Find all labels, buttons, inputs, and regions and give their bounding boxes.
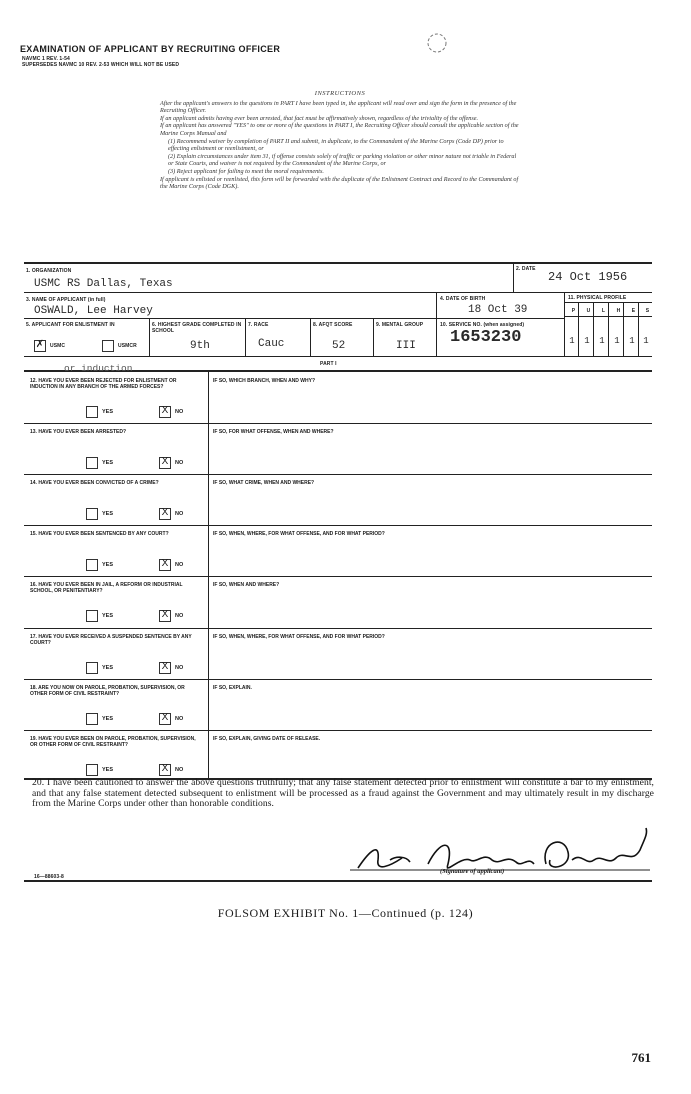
profile-letter-l: L [601, 308, 606, 314]
if-so-prompt: IF SO, EXPLAIN, GIVING DATE OF RELEASE. [213, 736, 321, 742]
no-checkmark: X [161, 456, 169, 467]
no-checkbox[interactable] [159, 406, 171, 418]
no-checkbox[interactable] [159, 610, 171, 622]
yes-checkbox[interactable] [86, 508, 98, 520]
instruction-paragraph: If an applicant has answered "YES" to one or more of the questions in PART I, the Recruiting Officer should consult the applicable section of the Marine Corps Manual and [160, 122, 519, 137]
if-so-prompt: IF SO, WHEN, WHERE, FOR WHAT OFFENSE, AND FOR WHAT PERIOD? [213, 531, 385, 537]
part-label: PART I [320, 361, 337, 367]
profile-value-p[interactable]: 1 [569, 336, 575, 346]
service-no-value[interactable]: 1653230 [450, 328, 522, 347]
no-label: NO [175, 716, 184, 722]
afqt-label: 8. AFQT SCORE [313, 322, 353, 328]
question-text: 13. HAVE YOU EVER BEEN ARRESTED? [30, 429, 127, 435]
no-label: NO [175, 767, 184, 773]
service-no-label: 10. SERVICE NO. (when assigned) [440, 322, 525, 328]
afqt-value[interactable]: 52 [332, 340, 346, 352]
instructions-title: INSTRUCTIONS [314, 90, 366, 97]
yes-label: YES [102, 511, 114, 517]
form-title: EXAMINATION OF APPLICANT BY RECRUITING OFFICER [20, 44, 281, 54]
no-checkbox[interactable] [159, 508, 171, 520]
profile-value-l[interactable]: 1 [599, 336, 605, 346]
physical-profile-label: 11. PHYSICAL PROFILE [568, 295, 627, 301]
no-label: NO [175, 562, 184, 568]
organization-label: 1. ORGANIZATION [26, 268, 72, 274]
question-text: 19. HAVE YOU EVER BEEN ON PAROLE, PROBATION, SUPERVISION, OR OTHER FORM OF CIVIL RESTRAINT? [30, 736, 196, 748]
profile-letter-p: P [571, 308, 576, 314]
no-checkmark: X [161, 763, 169, 774]
name-label: 3. NAME OF APPLICANT (in full) [26, 297, 106, 303]
profile-letter-e: E [631, 308, 636, 314]
question-text: 12. HAVE YOU EVER BEEN REJECTED FOR ENLISTMENT OR INDUCTION IN ANY BRANCH OF THE ARMED FORCES? [30, 378, 177, 390]
date-value[interactable]: 24 Oct 1956 [548, 270, 628, 284]
question-text: 17. HAVE YOU EVER RECEIVED A SUSPENDED SENTENCE BY ANY COURT? [30, 634, 192, 646]
yes-label: YES [102, 665, 114, 671]
yes-checkbox[interactable] [86, 559, 98, 571]
instruction-paragraph: If an applicant admits having ever been arrested, that fact must be affirmatively shown, regardless of the triviality of the offense. [160, 114, 479, 122]
yes-checkbox[interactable] [86, 662, 98, 674]
yes-label: YES [102, 409, 114, 415]
race-label: 7. RACE [248, 322, 269, 328]
profile-letter-u: U [586, 308, 591, 314]
if-so-prompt: IF SO, WHEN AND WHERE? [213, 582, 280, 588]
no-checkbox[interactable] [159, 559, 171, 571]
instruction-paragraph: (1) Recommend waiver by completion of PART II and submit, in duplicate, to the Commandant of the Marine Corps (Code DP) prior to effecting enlistment or reenlistment, or [168, 137, 504, 153]
if-so-prompt: IF SO, WHICH BRANCH, WHEN AND WHY? [213, 378, 316, 384]
name-value[interactable]: OSWALD, Lee Harvey [34, 305, 153, 317]
usmc-checkbox[interactable]: ✗ [35, 339, 45, 350]
no-checkbox[interactable] [159, 662, 171, 674]
organization-value[interactable]: USMC RS Dallas, Texas [34, 278, 173, 290]
signature-label: (Signature of applicant) [440, 868, 505, 875]
no-checkbox[interactable] [159, 457, 171, 469]
form-number: 16—88603-8 [34, 874, 64, 880]
profile-letter-h: H [616, 308, 621, 314]
applicant-signature [350, 820, 660, 880]
dob-value[interactable]: 18 Oct 39 [468, 304, 528, 316]
no-checkmark: X [161, 661, 169, 672]
race-value[interactable]: Cauc [258, 338, 285, 350]
if-so-prompt: IF SO, EXPLAIN. [213, 685, 252, 691]
instruction-paragraph: If applicant is enlisted or reenlisted, this form will be forwarded with the duplicate of the Enlistment Contract and Record to the Commandant of the Marine Corps (Code DGK). [160, 175, 519, 191]
if-so-prompt: IF SO, WHAT CRIME, WHEN AND WHERE? [213, 480, 315, 486]
yes-label: YES [102, 716, 114, 722]
no-checkmark: X [161, 712, 169, 723]
enlist-label: 5. APPLICANT FOR ENLISTMENT IN [26, 322, 115, 328]
usmcr-checkbox[interactable] [102, 340, 114, 352]
exhibit-caption: FOLSOM EXHIBIT No. 1—Continued (p. 124) [217, 906, 474, 920]
yes-label: YES [102, 562, 114, 568]
question-text: 16. HAVE YOU EVER BEEN IN JAIL, A REFORM OR INDUSTRIAL SCHOOL, OR PENITENTIARY? [30, 582, 183, 594]
instruction-paragraph: (2) Explain circumstances under item 31, if offense consists solely of traffic or parking violation or other minor nature not triable in Federal or State Courts, and waiver is not required by the Commandant of the Marine Corps, or [168, 152, 517, 168]
no-label: NO [175, 665, 184, 671]
yes-label: YES [102, 613, 114, 619]
yes-checkbox[interactable] [86, 713, 98, 725]
if-so-prompt: IF SO, WHEN, WHERE, FOR WHAT OFFENSE, AND FOR WHAT PERIOD? [213, 634, 385, 640]
profile-value-u[interactable]: 1 [584, 336, 590, 346]
usmcr-label: USMCR [118, 343, 137, 349]
grade-label: 6. HIGHEST GRADE COMPLETED IN SCHOOL [152, 322, 242, 334]
no-checkbox[interactable] [159, 764, 171, 776]
profile-value-h[interactable]: 1 [614, 336, 620, 346]
no-label: NO [175, 409, 184, 415]
instruction-paragraph: (3) Reject applicant for failing to meet the moral requirements. [168, 167, 324, 175]
instructions-block [160, 90, 520, 191]
profile-letter-s: S [645, 308, 650, 314]
no-checkmark: X [161, 507, 169, 518]
profile-value-e[interactable]: 1 [629, 336, 635, 346]
no-label: NO [175, 511, 184, 517]
yes-checkbox[interactable] [86, 764, 98, 776]
form-supersedes: SUPERSEDES NAVMC 10 REV. 2-53 WHICH WILL NOT BE USED [22, 62, 180, 68]
profile-value-s[interactable]: 1 [643, 336, 649, 346]
certification-statement: 20. I have been cautioned to answer the above questions truthfully; that any false statement detected prior to enlistment will constitute a bar to my enlistment, and that any false statement detected subsequent to enlistment will be processed as a fraud against the Government and may ultimately result in my discharge from the Marine Corps under other than honorable conditions. [32, 777, 654, 810]
instruction-paragraph: After the applicant's answers to the questions in PART I have been typed in, the applicant will read over and sign the form in the presence of the Recruiting Officer. [160, 99, 517, 115]
no-checkmark: X [161, 609, 169, 620]
page-number: 761 [631, 1050, 651, 1065]
dob-label: 4. DATE OF BIRTH [440, 296, 486, 302]
mental-group-value[interactable]: III [396, 340, 416, 352]
yes-checkbox[interactable] [86, 610, 98, 622]
yes-label: YES [102, 460, 114, 466]
no-checkbox[interactable] [159, 713, 171, 725]
question-text: 15. HAVE YOU EVER BEEN SENTENCED BY ANY COURT? [30, 531, 169, 537]
grade-value[interactable]: 9th [190, 340, 210, 352]
mental-group-label: 9. MENTAL GROUP [376, 322, 424, 328]
form-subtitle: NAVMC 1 REV. 1-54 [22, 56, 70, 62]
yes-label: YES [102, 767, 114, 773]
question-text: 18. ARE YOU NOW ON PAROLE, PROBATION, SUPERVISION, OR OTHER FORM OF CIVIL RESTRAINT? [30, 685, 185, 697]
date-label: 2. DATE [516, 266, 536, 272]
yes-checkbox[interactable] [86, 406, 98, 418]
question-text: 14. HAVE YOU EVER BEEN CONVICTED OF A CRIME? [30, 480, 159, 486]
punch-hole-icon [424, 30, 450, 56]
no-label: NO [175, 613, 184, 619]
no-checkmark: X [161, 558, 169, 569]
yes-checkbox[interactable] [86, 457, 98, 469]
no-label: NO [175, 460, 184, 466]
if-so-prompt: IF SO, FOR WHAT OFFENSE, WHEN AND WHERE? [213, 429, 334, 435]
usmc-label: USMC [50, 343, 66, 349]
no-checkmark: X [161, 405, 169, 416]
induction-text: or induction [64, 363, 133, 374]
